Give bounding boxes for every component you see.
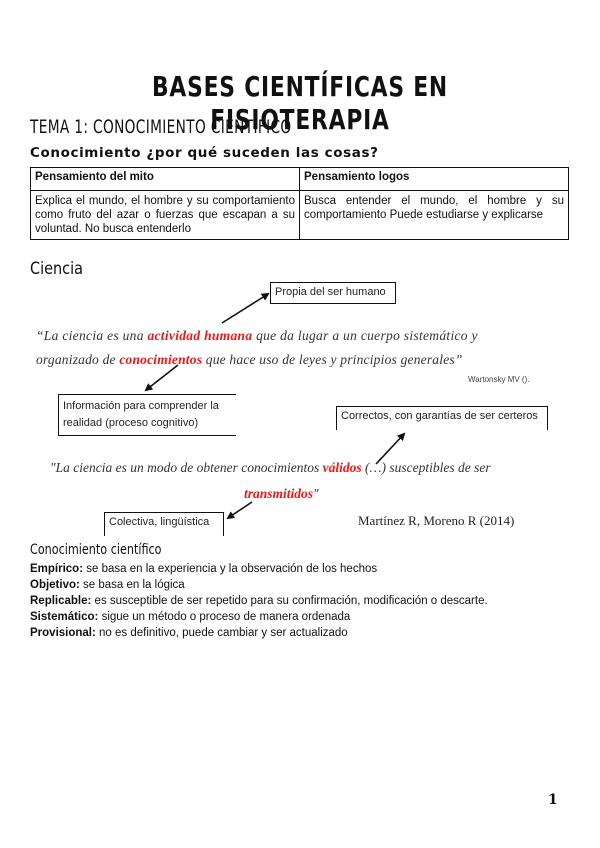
quote1-text-c: organizado de: [36, 352, 120, 367]
definition-sistematico: [30, 611, 350, 623]
conocimiento-heading: Conocimiento científico: [30, 542, 162, 558]
arrow-to-colectivo: [228, 502, 252, 518]
definition-text: no es definitivo, puede cambiar y ser actualizado: [95, 627, 348, 639]
quote2-citation: Martínez R, Moreno R (2014): [358, 513, 515, 528]
definition-provisional: [30, 627, 348, 639]
quote2-highlight-transmitidos: transmitidos: [244, 486, 314, 501]
definition-text: se basa en la lógica: [79, 579, 185, 591]
definition-empirico: [30, 563, 377, 575]
arrow-to-info: [146, 365, 178, 390]
ciencia-heading: Ciencia: [30, 259, 83, 279]
definition-term: Sistemático:: [30, 611, 99, 623]
quote2-line2: [244, 486, 319, 502]
page-number: 1: [548, 792, 558, 808]
table-header-mito: Pensamiento del mito: [31, 168, 300, 191]
note-box-colectivo: Colectiva, lingüística: [104, 512, 224, 536]
quote1-text-a: “La ciencia es una: [36, 328, 148, 343]
definition-text: sigue un método o proceso de manera ordenada: [98, 611, 351, 623]
quote1-line1: [36, 328, 478, 344]
quote1-line2: [36, 352, 463, 368]
definition-term: Provisional:: [30, 627, 96, 639]
quote2-text-c: ": [313, 486, 319, 501]
quote2-highlight-validos: válidos: [322, 460, 362, 475]
quote1-highlight-actividad: actividad humana: [147, 328, 253, 343]
quote1-citation: Wartonsky MV ().: [468, 375, 530, 384]
table-cell-mito: Explica el mundo, el hombre y su comportamiento como fruto del azar o fuerzas que escapan a su voluntad. No busca entenderlo: [31, 191, 300, 240]
table-header-logos: Pensamiento logos: [300, 168, 569, 191]
note-box-info: Información para comprender la realidad (proceso cognitivo): [58, 394, 236, 436]
definition-term: Replicable:: [30, 595, 92, 607]
page-title: BASES CIENTÍFICAS EN FISIOTERAPIA: [151, 70, 449, 136]
note-box-propia: Propia del ser humano: [270, 282, 396, 304]
subsection-question: Conocimiento ¿por qué suceden las cosas?: [30, 145, 379, 161]
quote2-line1: [50, 460, 491, 476]
quote1-highlight-conocimientos: conocimientos: [119, 352, 203, 367]
quote2-text-a: "La ciencia es un modo de obtener conocimientos: [50, 460, 323, 475]
quote1-text-d: que hace uso de leyes y principios generales”: [202, 352, 463, 367]
note-box-correctos: Correctos, con garantías de ser certeros: [336, 406, 548, 430]
table-cell-logos: Busca entender el mundo, el hombre y su comportamiento Puede estudiarse y explicarse: [300, 191, 569, 240]
section-heading-tema: TEMA 1: CONOCIMIENTO CIENTÍFICO: [30, 116, 292, 138]
definition-term: Empírico:: [30, 563, 84, 575]
quote2-text-b: (…) susceptibles de ser: [361, 460, 491, 475]
definition-replicable: [30, 595, 488, 607]
definition-text: es susceptible de ser repetido para su confirmación, modificación o descarte.: [91, 595, 488, 607]
definition-term: Objetivo:: [30, 579, 80, 591]
arrow-to-propia: [222, 294, 268, 323]
quote1-text-b: que da lugar a un cuerpo sistemático y: [252, 328, 478, 343]
definition-text: se basa en la experiencia y la observación de los hechos: [83, 563, 378, 575]
definition-objetivo: [30, 579, 185, 591]
